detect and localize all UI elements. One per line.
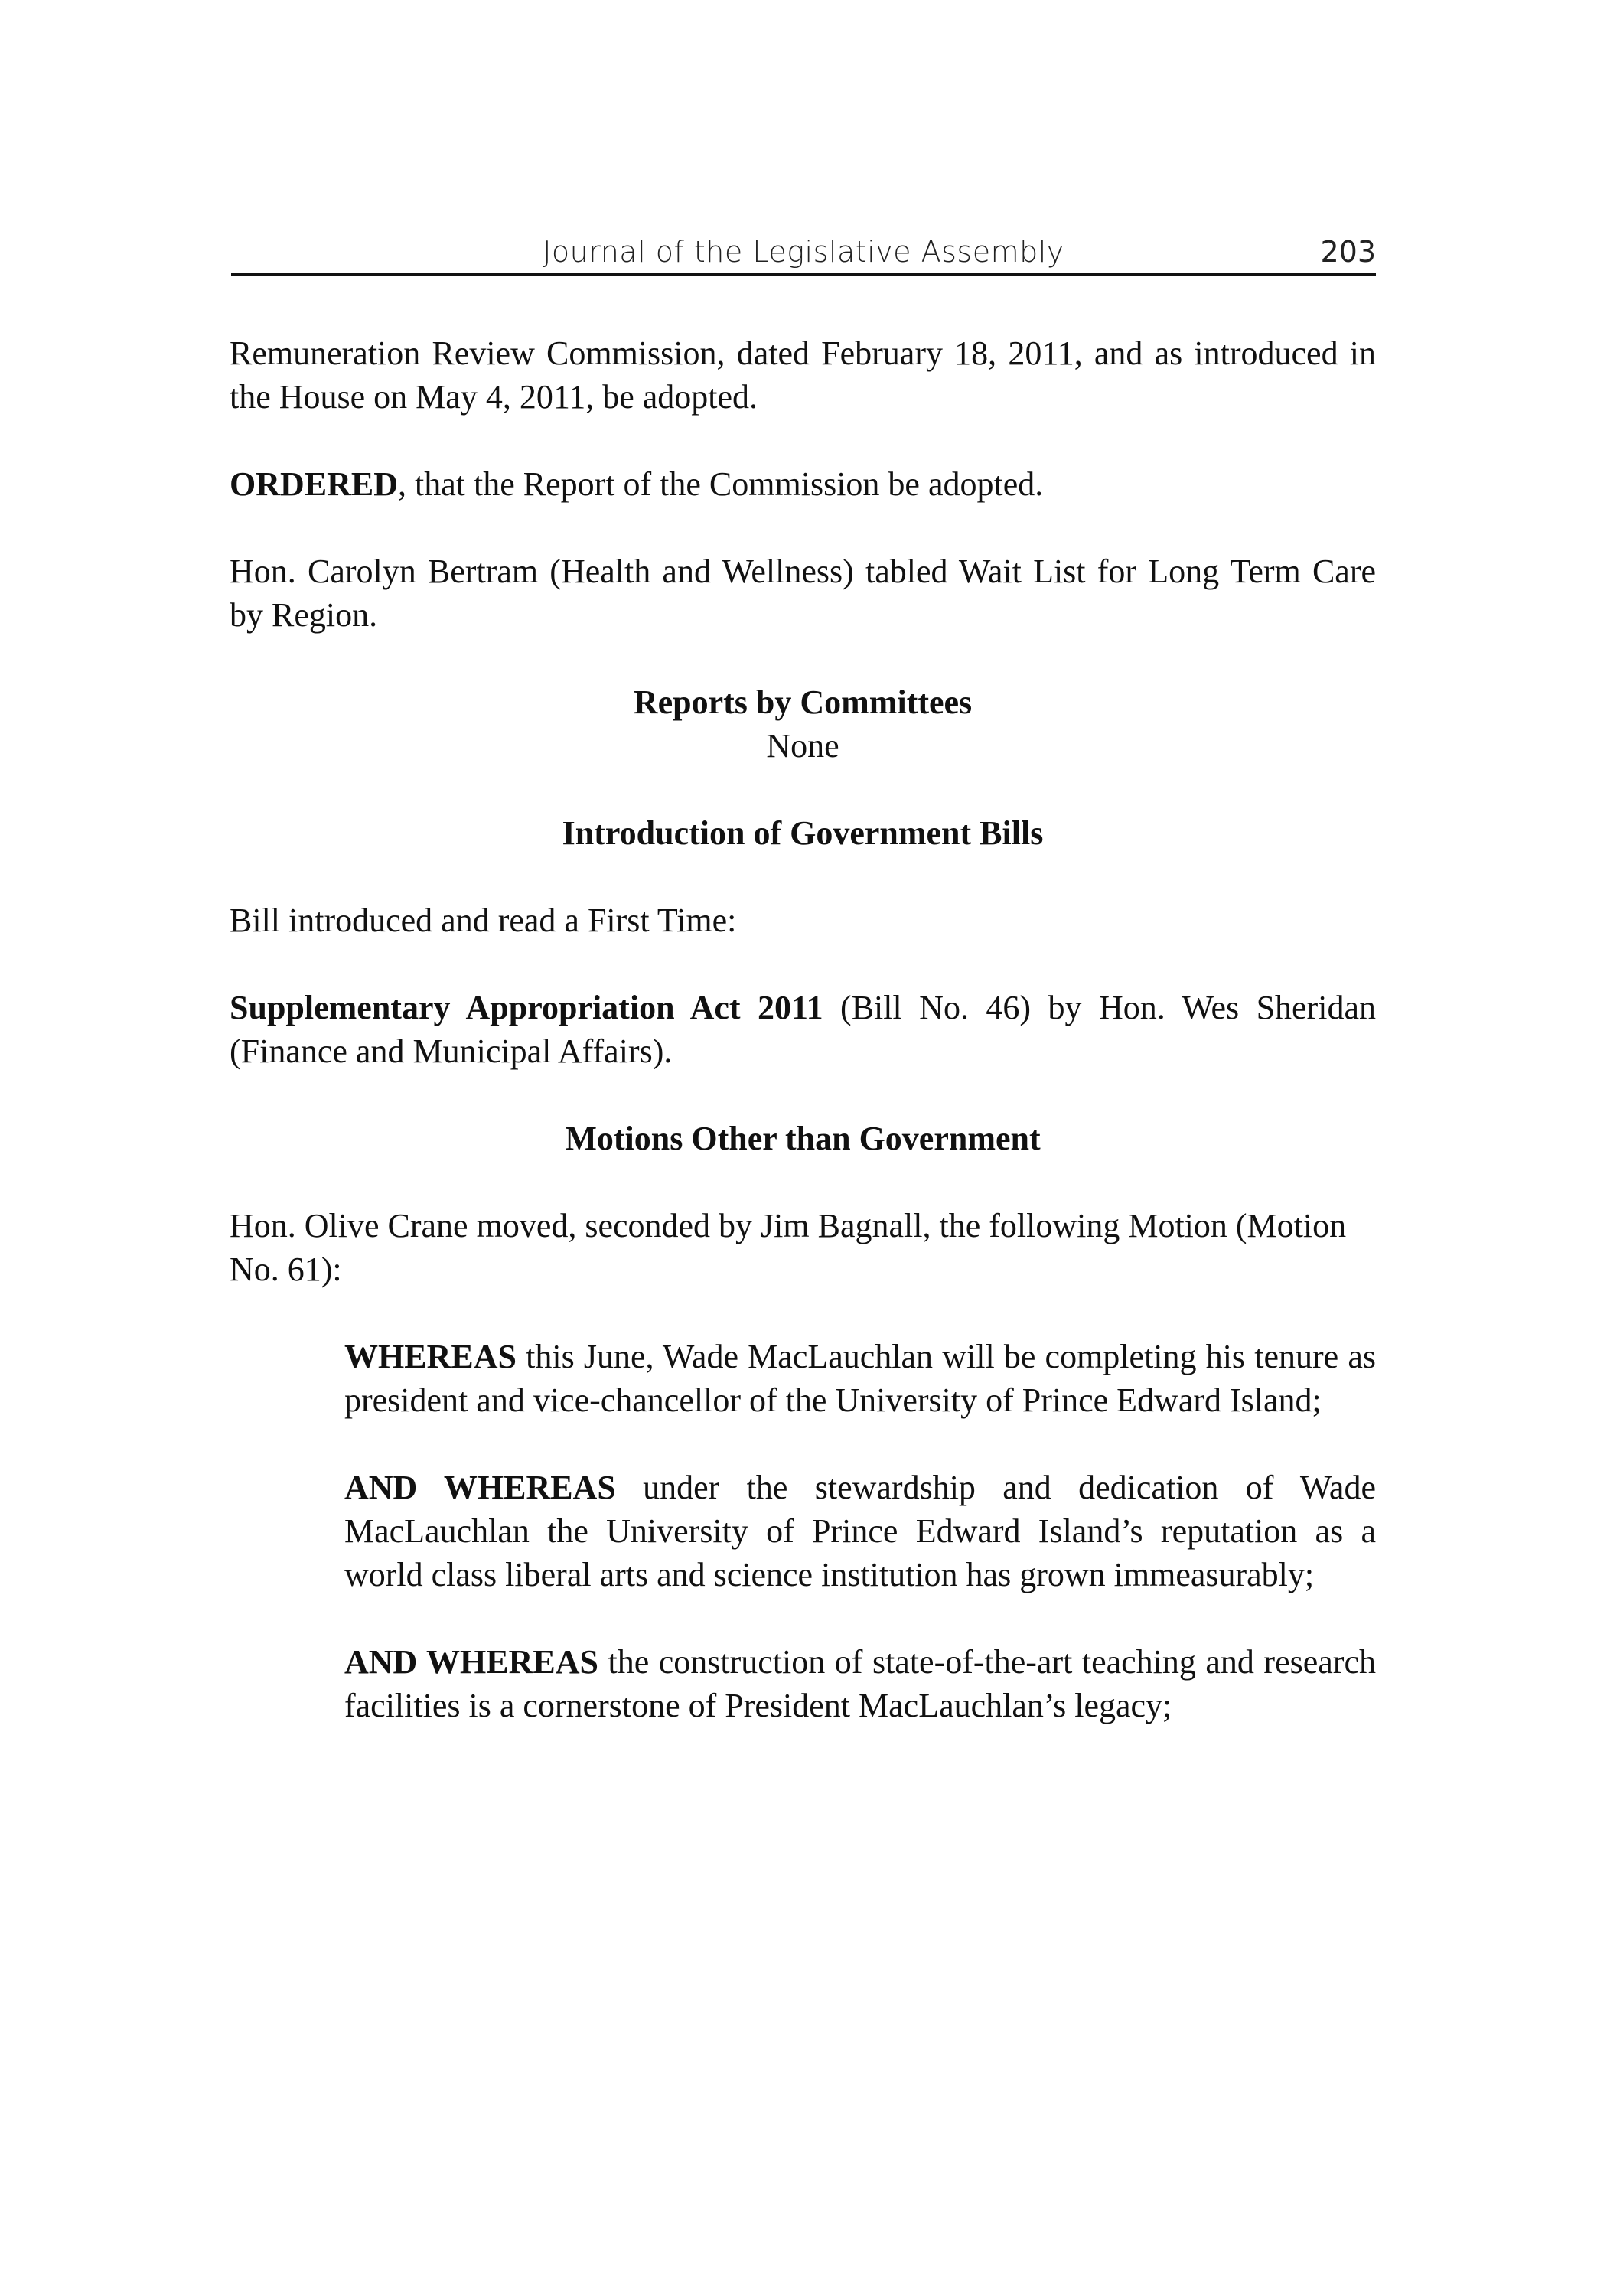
whereas-clause [344, 1335, 1376, 1422]
reports-heading: Reports by Committees [633, 683, 973, 721]
bill-title: Supplementary Appropriation Act 2011 [230, 989, 823, 1026]
header-title: Journal of the Legislative Assembly [543, 235, 1064, 269]
journal-content [230, 331, 1376, 1771]
bill-text: (Bill No. 46) by Hon. Wes Sheridan (Finance and Municipal Affairs). [230, 989, 1376, 1070]
whereas-lead: WHEREAS [344, 1338, 517, 1375]
reports-section [230, 680, 1376, 768]
running-header [231, 226, 1376, 276]
ordered-text: , that the Report of the Commission be adopted. [398, 465, 1044, 503]
whereas-clause [344, 1640, 1376, 1727]
whereas-lead: AND WHEREAS [344, 1643, 598, 1681]
tabled-paragraph: Hon. Carolyn Bertram (Health and Wellness) tabled Wait List for Long Term Care by Region. [230, 553, 1376, 634]
ordered-lead: ORDERED [230, 465, 399, 503]
whereas-text: under the stewardship and dedication of Wade MacLauchlan the University of Prince Edward Island’s reputation as a world class liberal arts and science institution has grown immeasurably; [344, 1469, 1376, 1593]
whereas-text: this June, Wade MacLauchlan will be completing his tenure as president and vice-chancellor of the University of Prince Edward Island; [344, 1338, 1376, 1419]
reports-note: None [766, 727, 839, 765]
page-number: 203 [1320, 235, 1376, 269]
whereas-clause [344, 1466, 1376, 1596]
bill-paragraph [230, 986, 1376, 1073]
ordered-paragraph [230, 462, 1376, 506]
bills-heading: Introduction of Government Bills [562, 814, 1044, 852]
whereas-lead: AND WHEREAS [344, 1469, 616, 1506]
motion-intro: Hon. Olive Crane moved, seconded by Jim Bagnall, the following Motion (Motion No. 61): [230, 1207, 1347, 1288]
whereas-text: the construction of state-of-the-art teaching and research facilities is a cornerstone of President MacLauchlan’s legacy; [344, 1643, 1376, 1724]
bills-intro: Bill introduced and read a First Time: [230, 902, 737, 939]
continuation-paragraph: Remuneration Review Commission, dated February 18, 2011, and as introduced in the House on May 4, 2011, be adopted. [230, 334, 1376, 416]
motions-heading: Motions Other than Government [565, 1120, 1041, 1157]
